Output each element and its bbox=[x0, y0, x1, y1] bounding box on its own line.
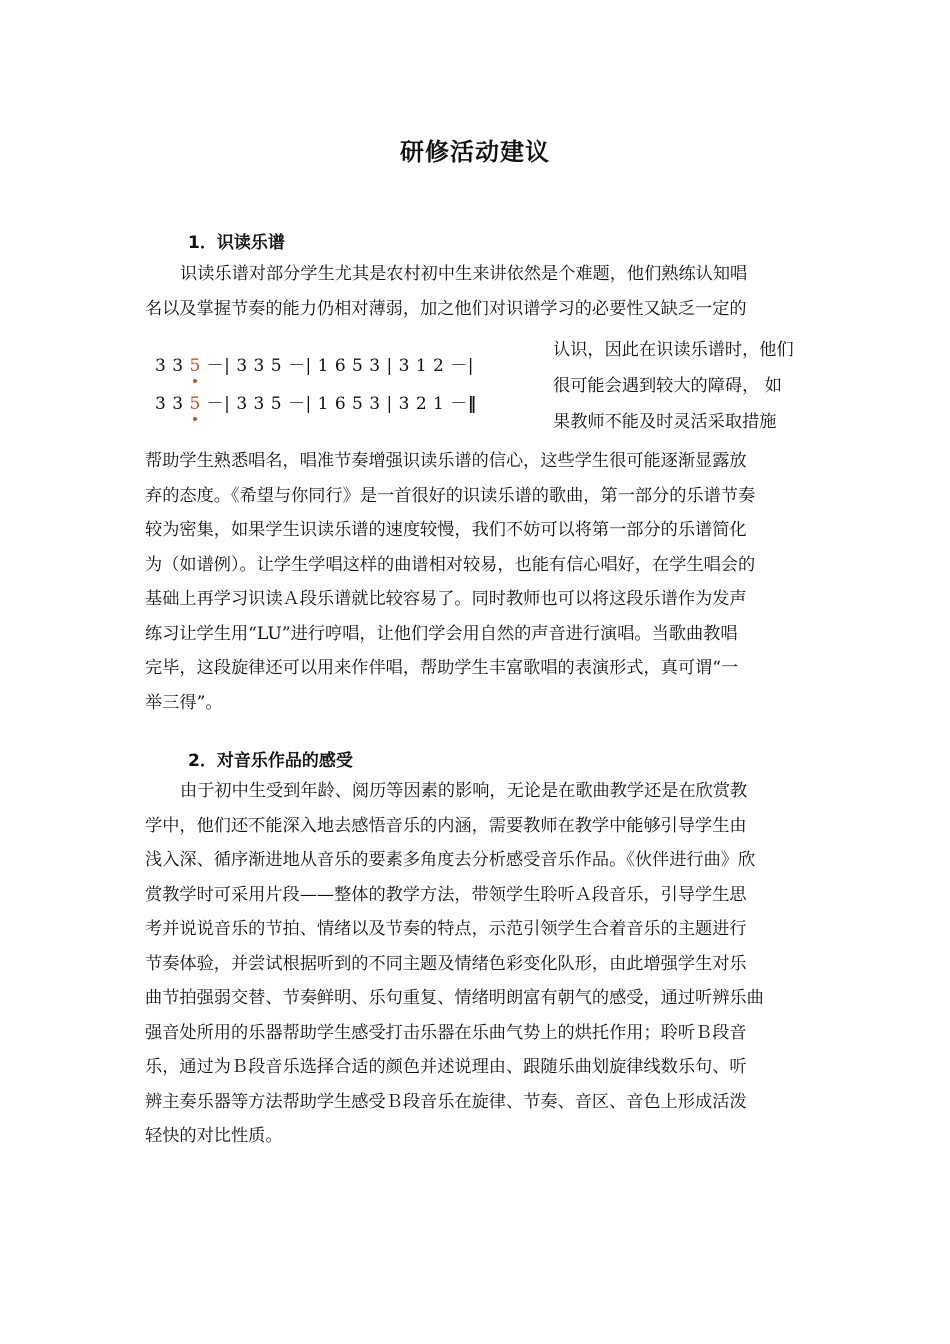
text-line: 由于初中生受到年龄、阅历等因素的影响，无论是在歌曲教学还是在欣赏教 bbox=[180, 781, 748, 801]
section1-side-text bbox=[553, 332, 808, 440]
text-line: 浅入深、循序渐进地从音乐的要素多角度去分析感受音乐作品。《伙伴进行曲》欣 bbox=[145, 850, 756, 870]
text-line: 节奏体验，并尝试根据听到的不同主题及情绪色彩变化队形，由此增强学生对乐 bbox=[145, 953, 747, 974]
text-line: 帮助学生熟悉唱名，唱准节奏增强识读乐谱的信心，这些学生很可能逐渐显露放 bbox=[145, 451, 747, 471]
text-line: 较为密集，如果学生识读乐谱的速度较慢，我们不妨可以将第一部分的乐谱简化 bbox=[145, 520, 747, 540]
section2-paragraph bbox=[145, 774, 807, 1154]
text-line: 赏教学时可采用片段——整体的教学方法，带领学生聆听Ａ段音乐，引导学生思 bbox=[145, 884, 747, 905]
text-line: 举三得”。 bbox=[145, 692, 223, 713]
text-line: 果教师不能及时灵活采取措施 bbox=[553, 412, 777, 432]
text-line: 弃的态度。《希望与你同行》是一首很好的识读乐谱的歌曲，第一部分的乐谱节奏 bbox=[145, 485, 756, 506]
final-barline: ‖ bbox=[467, 394, 477, 414]
text-line: 很可能会遇到较大的障碍， 如 bbox=[553, 376, 782, 396]
text-line: 考并说说音乐的节拍、情绪以及节奏的特点，示范引领学生合着音乐的主题进行 bbox=[145, 919, 747, 939]
dotted-note: 5 bbox=[189, 394, 201, 414]
music-score-example bbox=[155, 345, 540, 421]
text-line: 认识，因此在识读乐谱时，他们 bbox=[553, 340, 794, 360]
page-title: 研修活动建议 bbox=[400, 138, 550, 166]
score-row-2: 3 3 5 －| 3 3 5 －| 1 6 5 3 | 3 2 1 －‖ bbox=[155, 394, 477, 414]
text-line: 强音处所用的乐器帮助学生感受打击乐器在乐曲气势上的烘托作用；聆听Ｂ段音 bbox=[145, 1022, 747, 1043]
text-line: 识读乐谱对部分学生尤其是农村初中生来讲依然是个难题，他们熟练认知唱 bbox=[180, 264, 748, 284]
text-line: 学中，他们还不能深入地去感悟音乐的内涵，需要教师在教学中能够引导学生由 bbox=[145, 815, 747, 836]
text-line: 曲节拍强弱交替、节奏鲜明、乐句重复、情绪明朗富有朝气的感受，通过听辨乐曲 bbox=[145, 988, 764, 1008]
section1-paragraph-top bbox=[145, 257, 807, 326]
section-heading-1: 1．识读乐谱 bbox=[188, 233, 285, 253]
text-line: 练习让学生用“LU”进行哼唱，让他们学会用自然的声音进行演唱。当歌曲教唱 bbox=[145, 623, 738, 644]
text-line: 完毕，这段旋律还可以用来作伴唱，帮助学生丰富歌唱的表演形式，真可谓“一 bbox=[145, 658, 739, 678]
section-heading-2: 2．对音乐作品的感受 bbox=[188, 751, 353, 771]
text-line: 名以及掌握节奏的能力仍相对薄弱，加之他们对识谱学习的必要性又缺乏一定的 bbox=[145, 298, 747, 319]
section1-paragraph-bottom bbox=[145, 444, 807, 720]
text-line: 乐，通过为Ｂ段音乐选择合适的颜色并述说理由、跟随乐曲划旋律线数乐句、听 bbox=[145, 1057, 747, 1077]
dotted-note: 5 bbox=[189, 356, 201, 376]
text-line: 为（如谱例）。让学生学唱这样的曲谱相对较易，也能有信心唱好，在学生唱会的 bbox=[145, 554, 756, 575]
score-row-1: 3 3 5 －| 3 3 5 －| 1 6 5 3 | 3 1 2 －| bbox=[155, 356, 475, 376]
text-line: 轻快的对比性质。 bbox=[145, 1126, 283, 1146]
text-line: 辨主奏乐器等方法帮助学生感受Ｂ段音乐在旋律、节奏、音区、音色上形成活泼 bbox=[145, 1091, 747, 1112]
text-line: 基础上再学习识读Ａ段乐谱就比较容易了。同时教师也可以将这段乐谱作为发声 bbox=[145, 589, 747, 609]
